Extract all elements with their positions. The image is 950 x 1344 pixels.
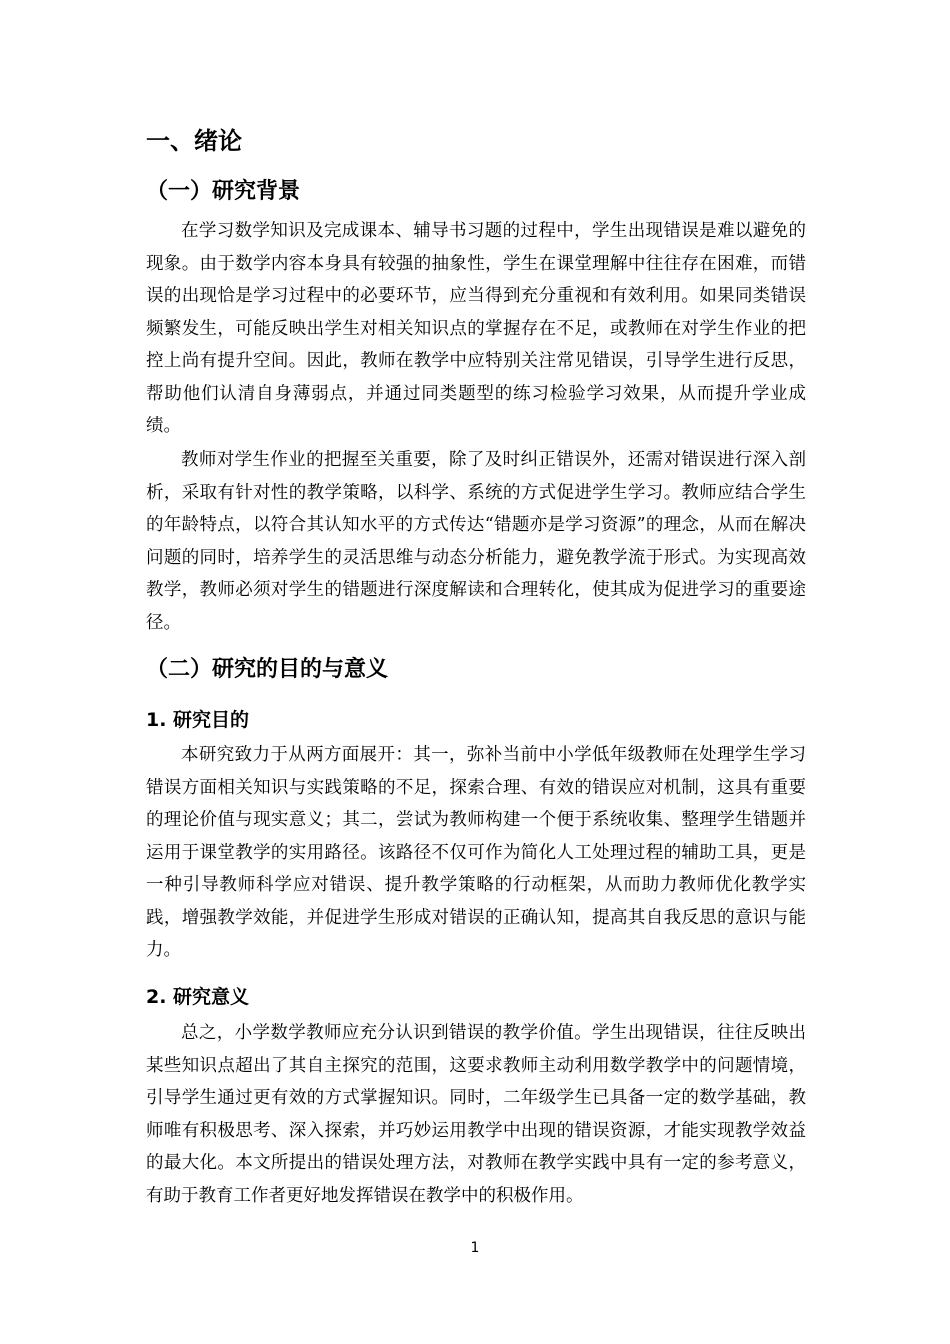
subsection-heading-significance: 2. 研究意义	[146, 986, 250, 1008]
page-number: 1	[470, 1240, 480, 1256]
paragraph-purpose: 本研究致力于从两方面展开：其一，弥补当前中小学低年级教师在处理学生学习错误方面相关知识与实践策略的不足，探索合理、有效的错误应对机制，这具有重要的理论价值与现实意义；其二，尝试为教师构建一个便于系统收集、整理学生错题并运用于课堂教学的实用路径。该路径不仅可作为简化人工处理过程的辅助工具，更是一种引导教师科学应对错误、提升教学策略的行动框架，从而助力教师优化教学实践，增强教学效能，并促进学生形成对错误的正确认知，提高其自我反思的意识与能力。	[146, 745, 806, 960]
paragraph-background-1: 在学习数学知识及完成课本、辅导书习题的过程中，学生出现错误是难以避免的现象。由于数学内容本身具有较强的抽象性，学生在课堂理解中往往存在困难，而错误的出现恰是学习过程中的必要环节，应当得到充分重视和有效利用。如果同类错误频繁发生，可能反映出学生对相关知识点的掌握存在不足，或教师在对学生作业的把控上尚有提升空间。因此，教师在教学中应特别关注常见错误，引导学生进行反思，帮助他们认清自身薄弱点，并通过同类题型的练习检验学习效果，从而提升学业成绩。	[146, 221, 806, 436]
section-heading-purpose-significance: （二）研究的目的与意义	[146, 657, 389, 682]
section-heading-background: （一）研究背景	[146, 179, 301, 204]
paragraph-background-2: 教师对学生作业的把握至关重要，除了及时纠正错误外，还需对错误进行深入剖析，采取有针对性的教学策略，以科学、系统的方式促进学生学习。教师应结合学生的年龄特点，以符合其认知水平的方式传达“错题亦是学习资源”的理念，从而在解决问题的同时，培养学生的灵活思维与动态分析能力，避免教学流于形式。为实现高效教学，教师必须对学生的错题进行深度解读和合理转化，使其成为促进学习的重要途径。	[146, 450, 806, 633]
subsection-heading-purpose: 1. 研究目的	[146, 709, 250, 731]
paragraph-significance: 总之，小学数学教师应充分认识到错误的教学价值。学生出现错误，往往反映出某些知识点超出了其自主探究的范围，这要求教师主动利用数学教学中的问题情境，引导学生通过更有效的方式掌握知识。同时，二年级学生已具备一定的数学基础，教师唯有积极思考、深入探索，并巧妙运用教学中出现的错误资源，才能实现教学效益的最大化。本文所提出的错误处理方法，对教师在教学实践中具有一定的参考意义，有助于教育工作者更好地发挥错误在教学中的积极作用。	[146, 1023, 806, 1206]
chapter-heading: 一、绪论	[146, 127, 242, 155]
